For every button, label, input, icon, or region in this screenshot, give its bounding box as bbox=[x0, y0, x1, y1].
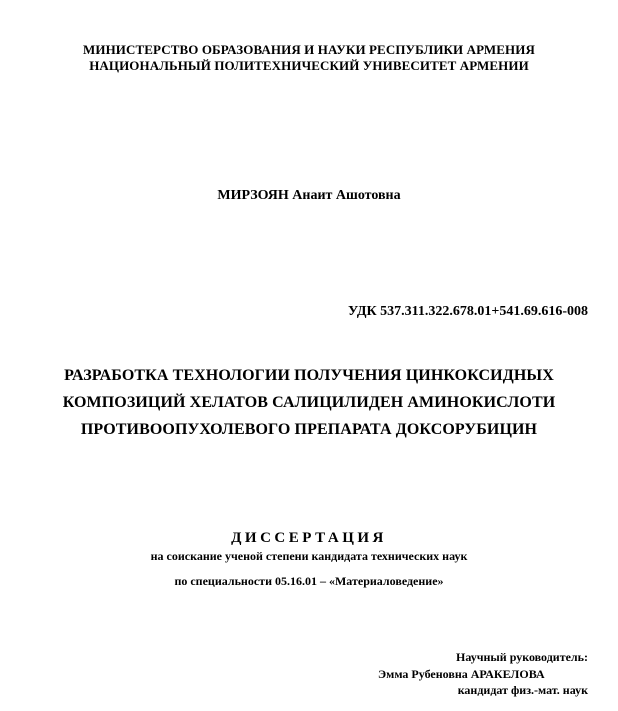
author-name: МИРЗОЯН Анаит Ашотовна bbox=[217, 188, 401, 203]
supervisor-label: Научный руководитель: bbox=[456, 650, 588, 664]
title-line-2: КОМПОЗИЦИЙ ХЕЛАТОВ САЛИЦИЛИДЕН АМИНОКИСЛОТИ bbox=[62, 394, 556, 411]
title-line-3: ПРОТИВООПУХОЛЕВОГО ПРЕПАРАТА ДОКСОРУБИЦИН bbox=[80, 421, 538, 438]
supervisor-degree: кандидат физ.-мат. наук bbox=[457, 683, 588, 697]
specialty-line: по специальности 05.16.01 – «Материаловедение» bbox=[174, 574, 444, 588]
dissertation-heading: ДИССЕРТАЦИЯ bbox=[231, 530, 387, 546]
supervisor-name: Эмма Рубеновна АРАКЕЛОВА bbox=[378, 667, 545, 681]
degree-line: на соискание ученой степени кандидата технических наук bbox=[150, 549, 468, 563]
title-line-1: РАЗРАБОТКА ТЕХНОЛОГИИ ПОЛУЧЕНИЯ ЦИНКОКСИДНЫХ bbox=[64, 367, 554, 384]
university-name: НАЦИОНАЛЬНЫЙ ПОЛИТЕХНИЧЕСКИЙ УНИВЕСИТЕТ АРМЕНИИ bbox=[89, 58, 529, 73]
ministry-name: МИНИСТЕРСТВО ОБРАЗОВАНИЯ И НАУКИ РЕСПУБЛИКИ АРМЕНИЯ bbox=[83, 42, 535, 57]
udk-code: УДК 537.311.322.678.01+541.69.616-008 bbox=[347, 304, 588, 319]
